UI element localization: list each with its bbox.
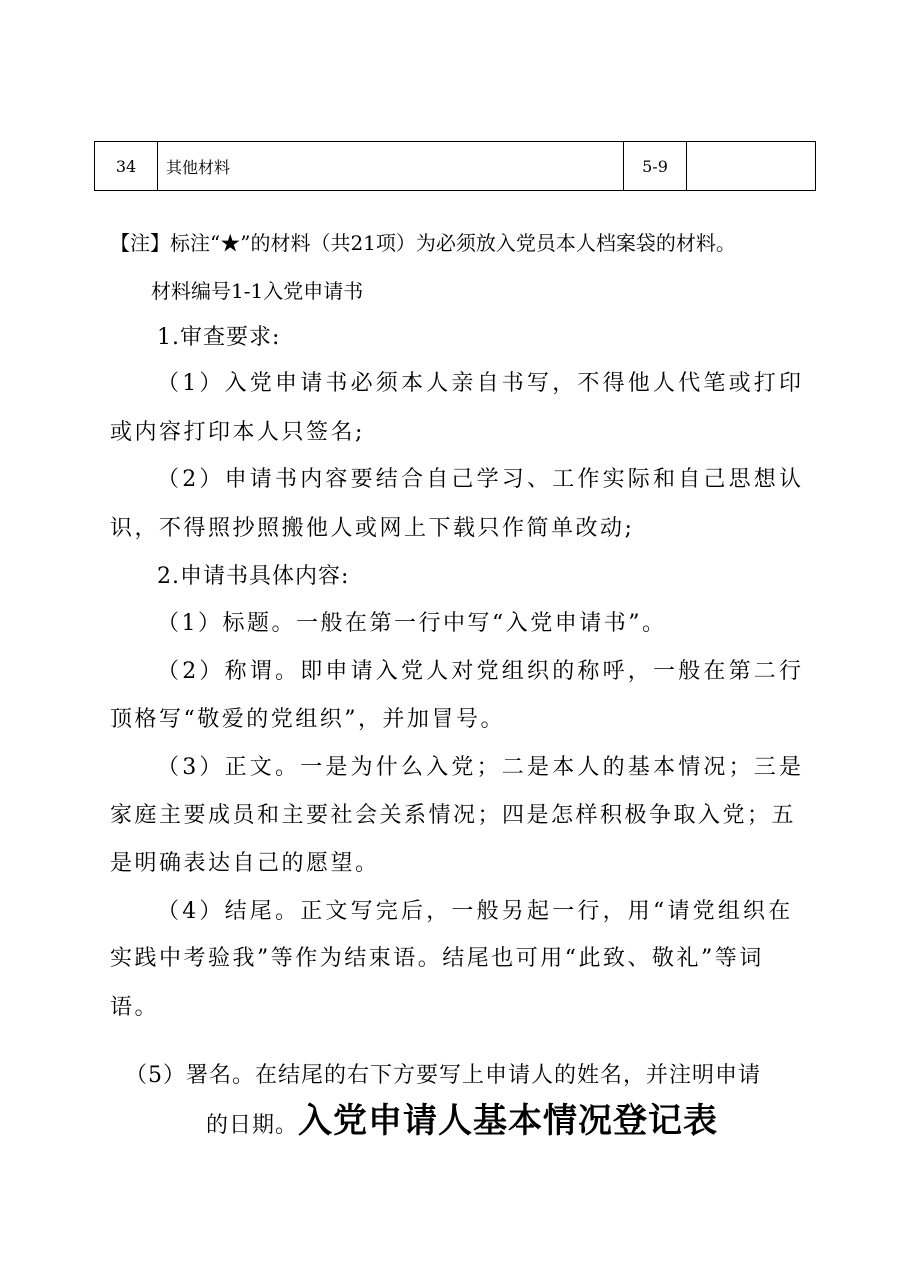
review-item: 或内容打印本人只签名; [110, 420, 365, 445]
content-item: 实践中考验我”等作为结束语。结尾也可用“此致、敬礼”等词 [110, 946, 764, 971]
item-name: 其他材料 [158, 142, 624, 191]
signature-date-line [206, 1101, 718, 1146]
signature-date-text: 的日期。 [206, 1113, 299, 1138]
form-title: 入党申请人基本情况登记表 [298, 1101, 719, 1141]
materials-table [94, 141, 816, 191]
item-remark [687, 142, 816, 191]
content-item: （1）标题。一般在第一行中写“入党申请书”。 [157, 611, 667, 636]
content-item: 顶格写“敬爱的党组织”，并加冒号。 [110, 707, 505, 732]
content-item: 家庭主要成员和主要社会关系情况；四是怎样积极争取入党；五 [110, 803, 797, 828]
content-heading: 2.申请书具体内容: [157, 564, 350, 589]
content-item: （4）结尾。正文写完后，一般另起一行，用“请党组织在 [157, 899, 794, 924]
section-heading: 材料编号1-1入党申请书 [151, 279, 364, 303]
signature-instruction: （5）署名。在结尾的右下方要写上申请人的姓名，并注明申请 [125, 1063, 761, 1088]
review-heading: 1.审查要求: [157, 325, 281, 350]
review-item: 识，不得照抄照搬他人或网上下载只作简单改动; [110, 516, 635, 541]
item-number: 34 [95, 142, 158, 191]
content-item: （3）正文。一是为什么入党；二是本人的基本情况；三是 [157, 755, 805, 780]
review-item: （1）入党申请书必须本人亲自书写，不得他人代笔或打印 [157, 371, 805, 396]
table-row [95, 142, 816, 191]
review-item: （2）申请书内容要结合自己学习、工作实际和自己思想认 [157, 467, 805, 492]
note-text: 【注】标注“★”的材料（共21项）为必须放入党员本人档案袋的材料。 [110, 231, 736, 255]
content-item: （2）称谓。即申请入党人对党组织的称呼，一般在第二行 [157, 659, 805, 684]
item-pages: 5-9 [624, 142, 687, 191]
content-item: 语。 [110, 995, 160, 1020]
content-item: 是明确表达自己的愿望。 [110, 851, 380, 876]
